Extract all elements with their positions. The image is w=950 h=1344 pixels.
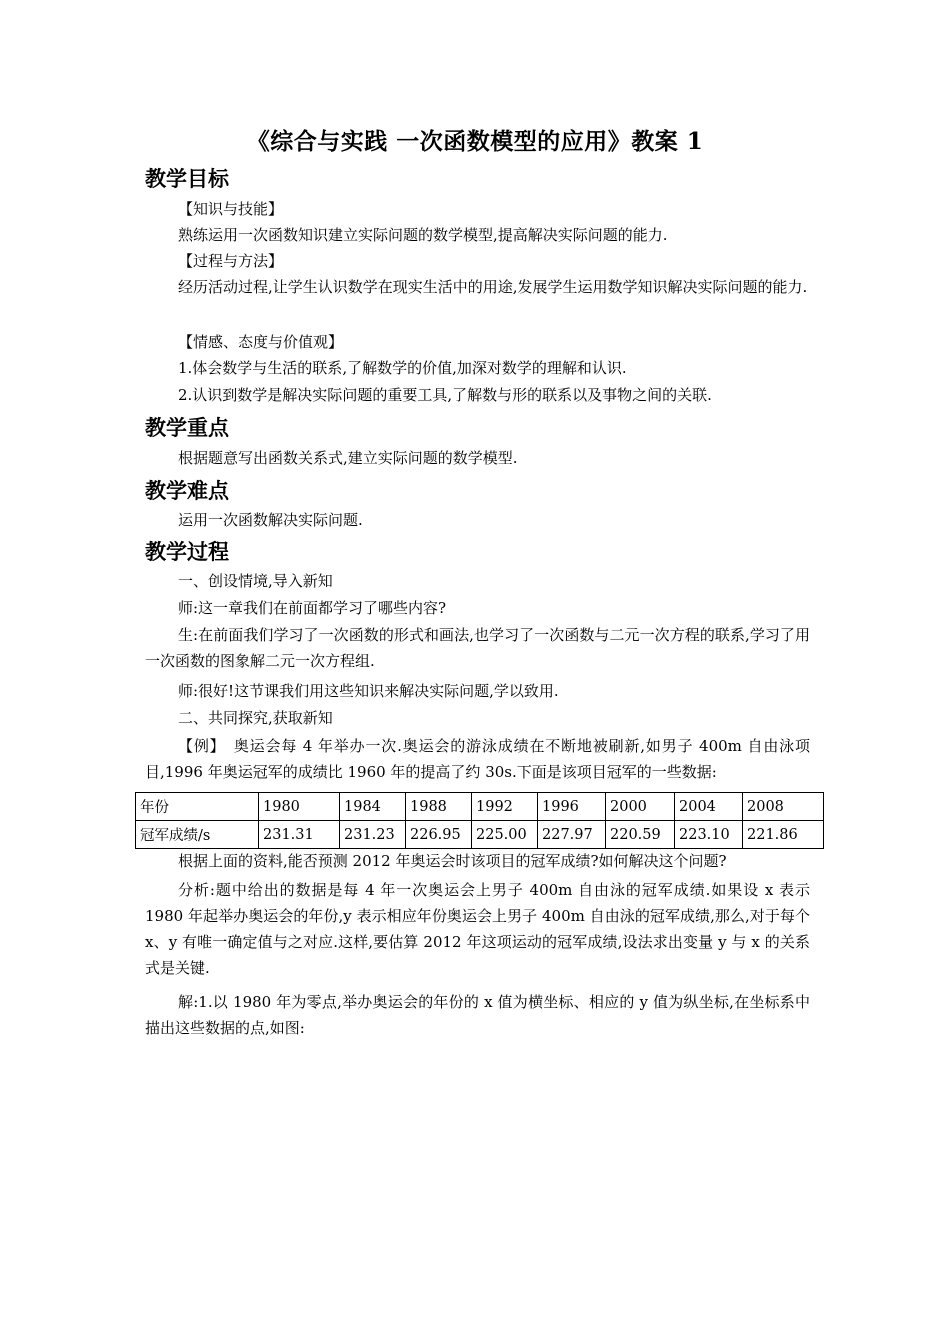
student-answer: 生:在前面我们学习了一次函数的形式和画法,也学习了一次函数与二元一次方程的联系,学习了用一次函数的图象解二元一次方程组. xyxy=(145,626,810,670)
table-cell: 1996 xyxy=(538,793,606,821)
teacher-line-2: 师:很好!这节课我们用这些知识来解决实际问题,学以致用. xyxy=(178,682,559,700)
keypoint-text: 根据题意写出函数关系式,建立实际问题的数学模型. xyxy=(178,449,518,467)
teacher-line-1: 师:这一章我们在前面都学习了哪些内容? xyxy=(178,599,447,617)
heading-process: 教学过程 xyxy=(145,539,229,564)
emotion-item-2: 2.认识到数学是解决实际问题的重要工具,了解数与形的联系以及事物之间的关联. xyxy=(178,386,712,404)
table-cell: 231.31 xyxy=(259,821,340,849)
solution-text: 解:1.以 1980 年为零点,举办奥运会的年份的 x 值为横坐标、相应的 y 值为纵坐标,在坐标系中描出这些数据的点,如图: xyxy=(145,993,810,1037)
table-cell: 1988 xyxy=(406,793,472,821)
table-cell: 226.95 xyxy=(406,821,472,849)
difficulty-text: 运用一次函数解决实际问题. xyxy=(178,511,363,529)
table-cell: 1980 xyxy=(259,793,340,821)
table-row-scores xyxy=(136,821,824,849)
table-cell: 227.97 xyxy=(538,821,606,849)
table-cell: 1992 xyxy=(472,793,538,821)
table-cell: 220.59 xyxy=(606,821,675,849)
knowledge-text: 熟练运用一次函数知识建立实际问题的数学模型,提高解决实际问题的能力. xyxy=(178,226,668,244)
knowledge-tag: 【知识与技能】 xyxy=(178,200,284,218)
table-cell: 1984 xyxy=(340,793,406,821)
swim-records-table xyxy=(135,792,824,849)
process-tag: 【过程与方法】 xyxy=(178,252,284,270)
emotion-tag: 【情感、态度与价值观】 xyxy=(178,333,344,351)
table-cell: 221.86 xyxy=(743,821,824,849)
section-2-title: 二、共同探究,获取新知 xyxy=(178,709,333,727)
table-label-score: 冠军成绩/s xyxy=(136,821,259,849)
table-cell: 223.10 xyxy=(675,821,743,849)
table-cell: 2004 xyxy=(675,793,743,821)
table-cell: 225.00 xyxy=(472,821,538,849)
document-title: 《综合与实践 一次函数模型的应用》教案 1 xyxy=(246,128,704,155)
table-row-years xyxy=(136,793,824,821)
section-1-title: 一、创设情境,导入新知 xyxy=(178,572,333,590)
process-text: 经历活动过程,让学生认识数学在现实生活中的用途,发展学生运用数学知识解决实际问题的能力. xyxy=(178,278,808,296)
analysis-text: 分析:题中给出的数据是每 4 年一次奥运会上男子 400m 自由泳的冠军成绩.如果设 x 表示 1980 年起举办奥运会的年份,y 表示相应年份奥运会上男子 400m 自由泳的冠军成绩,那么,对于每个 x、y 有唯一确定值与之对应.这样,要估算 2012 年这项运动的冠军成绩,设法求出变量 y 与 x 的关系式是关键. xyxy=(145,881,810,977)
heading-objectives: 教学目标 xyxy=(145,166,229,191)
table-label-year: 年份 xyxy=(136,793,259,821)
heading-keypoint: 教学重点 xyxy=(145,415,229,440)
table-cell: 2000 xyxy=(606,793,675,821)
question-text: 根据上面的资料,能否预测 2012 年奥运会时该项目的冠军成绩?如何解决这个问题? xyxy=(178,852,727,870)
table-cell: 2008 xyxy=(743,793,824,821)
example-text: 【例】 奥运会每 4 年举办一次.奥运会的游泳成绩在不断地被刷新,如男子 400m 自由泳项目,1996 年奥运冠军的成绩比 1960 年的提高了约 30s.下面是该项目冠军的一些数据: xyxy=(145,737,810,781)
heading-difficulty: 教学难点 xyxy=(145,478,229,503)
emotion-item-1: 1.体会数学与生活的联系,了解数学的价值,加深对数学的理解和认识. xyxy=(178,359,627,377)
table-cell: 231.23 xyxy=(340,821,406,849)
